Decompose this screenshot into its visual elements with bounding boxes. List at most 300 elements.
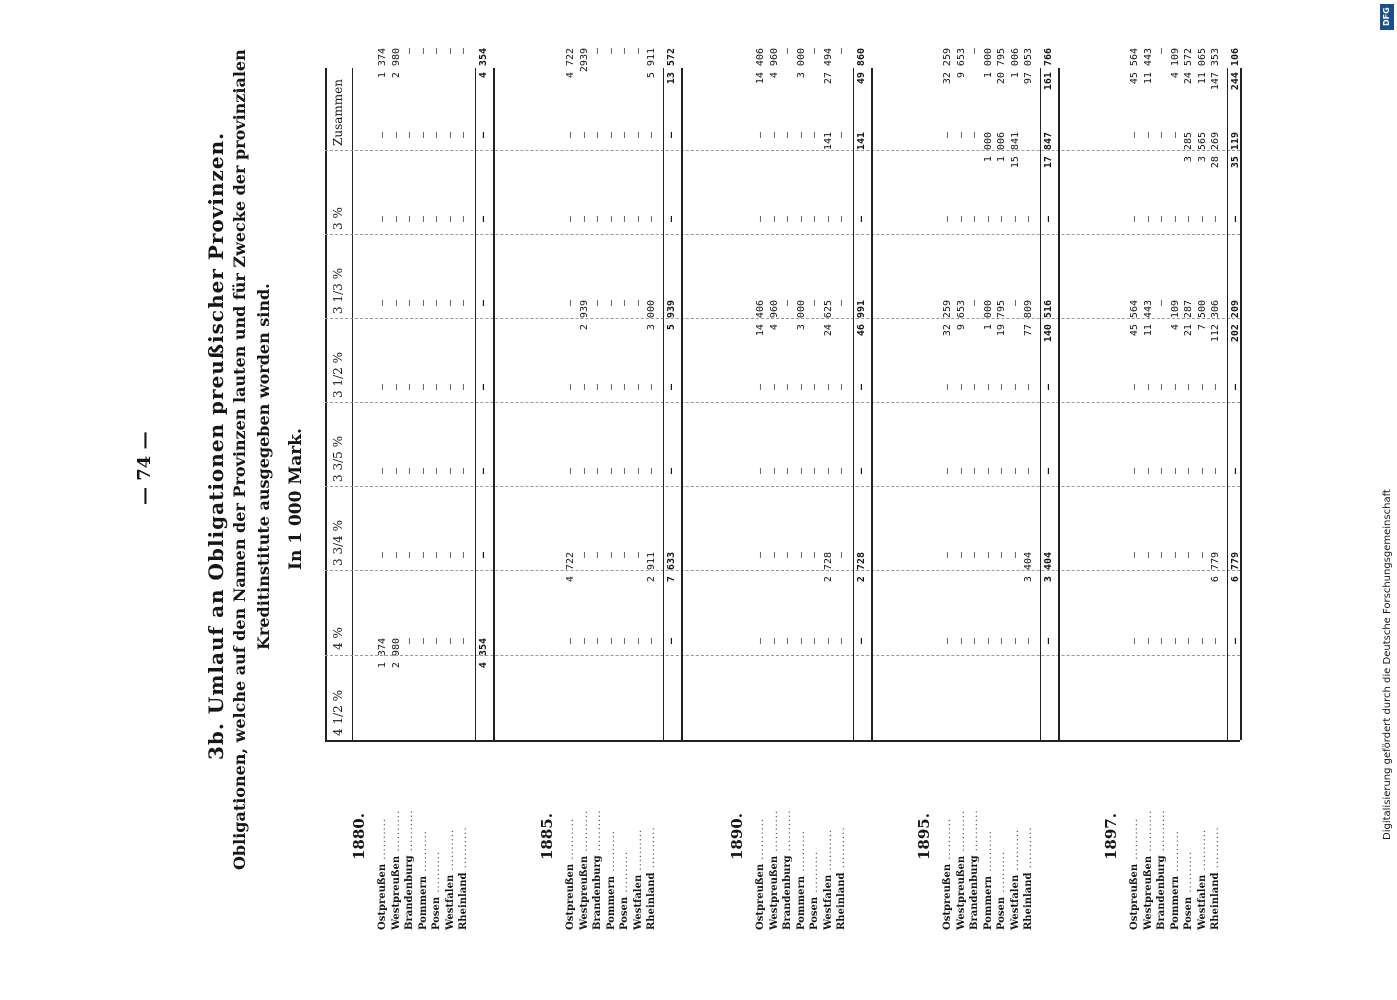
row-label [419,830,429,930]
dfg-logo: DFG [1380,4,1394,30]
table-cell: — [809,468,820,475]
row-label [1130,818,1140,930]
table-cell: 3 000 [646,300,657,331]
table-cell: — [404,384,415,391]
leader-dots: .......... [578,809,590,856]
table-cell: — [565,132,576,139]
table-cell: — [1156,48,1167,55]
row-label [1144,810,1154,930]
total-rule [853,68,854,740]
table-cell: — [768,638,780,645]
row-label [824,829,834,930]
table-cell: — [822,216,834,223]
table-cell: — [458,638,469,645]
column-header: 4 1/2 % [331,690,345,736]
total-cell: 7 633 [665,552,677,583]
total-cell: 4 354 [477,48,489,79]
leader-dots: .......... [404,809,415,856]
leader-dots: .......... [1009,828,1021,875]
table-cell: — [458,216,469,223]
table-cell: 19 795 [996,300,1007,337]
table-cell: — [996,468,1007,475]
total-cell: — [477,216,489,223]
table-cell: 32 259 [942,300,953,337]
table-cell: — [1156,468,1167,475]
table-cell: — [444,552,456,559]
total-cell: 140 516 [1042,300,1054,343]
table-cell: — [619,132,630,139]
table-cell: — [605,638,617,645]
row-label-text: Westfalen [444,874,456,930]
row-label-text: Posen [431,896,442,930]
table-cell: — [782,132,793,139]
table-cell: — [955,132,967,139]
table-cell: — [836,552,847,559]
table-cell: — [431,300,442,307]
table-cell: — [1009,552,1021,559]
table-cell: 3 565 [1196,132,1208,163]
leader-dots: .......... [996,850,1007,897]
total-cell: 161 766 [1042,48,1054,91]
table-cell: — [1023,384,1034,391]
unit-label: In 1 000 Mark. [286,428,306,570]
leader-dots: .......... [822,828,834,875]
total-cell: — [1229,468,1241,475]
table-cell: 24 572 [1183,48,1194,85]
table-cell: — [444,300,456,307]
table-cell: — [646,638,657,645]
table-cell: — [390,384,402,391]
table-cell: — [632,384,644,391]
row-label-text: Posen [809,896,820,930]
table-cell: 15 841 [1009,132,1021,169]
table-cell: — [605,300,617,307]
column-header: Zusammen [331,79,345,146]
table-cell: 97 053 [1023,48,1034,85]
table-cell: — [822,384,834,391]
row-label-text: Ostpreußen [565,863,576,930]
table-cell: — [755,638,766,645]
page-number: — 74 — [134,431,155,505]
table-cell: — [646,216,657,223]
table-cell: — [605,132,617,139]
leader-dots: .......... [942,817,953,864]
total-cell: 46 991 [855,300,867,337]
table-cell: — [404,552,415,559]
leader-dots: .......... [646,826,657,873]
table-cell: — [768,132,780,139]
table-cell: — [632,216,644,223]
table-cell: 24 625 [822,300,834,337]
row-label-text: Pommern [417,876,429,930]
table-cell: — [404,638,415,645]
table-cell: — [942,552,953,559]
table-cell: — [969,216,980,223]
table-cell: — [578,552,590,559]
total-cell: 244 106 [1229,48,1241,91]
table-cell: — [809,638,820,645]
table-cell: — [1129,468,1140,475]
table-cell: — [1142,468,1154,475]
table-cell: — [996,552,1007,559]
row-label-text: Pommern [982,876,994,930]
table-cell: — [955,384,967,391]
table-cell: — [632,132,644,139]
total-cell: — [1042,216,1054,223]
table-cell: — [390,468,402,475]
table-cell: 1 000 [982,132,994,163]
table-cell: — [1142,216,1154,223]
table-cell: — [1129,384,1140,391]
table-cell: — [969,468,980,475]
row-label [566,818,576,930]
table-cell: — [377,300,388,307]
credit-line: Digitalisierung gefördert durch die Deutsche Forschungsgemeinschaft [1382,489,1393,840]
table-cell: — [458,300,469,307]
row-label-text: Westpreußen [390,855,402,930]
table-cell: — [377,132,388,139]
table-cell: — [955,552,967,559]
column-header: 3 1/3 % [331,268,345,314]
table-cell: — [1156,638,1167,645]
table-cell: — [1169,638,1181,645]
row-label-text: Westfalen [632,874,644,930]
table-left-rule [325,740,1240,742]
table-cell: — [1129,216,1140,223]
row-label-text: Ostpreußen [942,863,953,930]
table-cell: — [646,384,657,391]
table-cell: — [619,48,630,55]
table-cell: 14 406 [755,48,766,85]
table-cell: — [969,48,980,55]
table-cell: — [404,216,415,223]
table-cell: — [755,468,766,475]
leader-dots: .......... [782,809,793,856]
table-cell: 1 006 [996,132,1007,163]
table-cell: — [1023,468,1034,475]
total-cell: 141 [855,132,867,151]
column-header: 4 % [331,627,345,650]
table-cell: — [836,216,847,223]
section-year: 1895. [915,813,933,860]
table-cell: 14 406 [755,300,766,337]
table-cell: 2 939 [578,300,590,331]
total-rule [475,68,476,740]
table-cell: — [1183,468,1194,475]
table-cell: 5 911 [646,48,657,79]
section-rule [1058,68,1060,740]
table-cell: — [431,48,442,55]
table-cell: — [444,384,456,391]
table-cell: — [578,132,590,139]
table-cell: — [836,384,847,391]
header-rule [352,68,353,740]
table-cell: — [404,48,415,55]
leader-dots: .......... [377,817,388,864]
total-cell: — [1229,638,1241,645]
row-label [756,818,766,930]
table-cell: — [431,216,442,223]
table-cell: — [795,638,807,645]
table-cell: — [782,638,793,645]
row-label [837,826,847,930]
table-cell: — [592,48,603,55]
table-cell: — [404,132,415,139]
table-cell: 4 109 [1169,48,1181,79]
table-cell: — [996,384,1007,391]
row-label-text: Westpreußen [578,855,590,930]
row-label [783,809,793,930]
row-label-text: Rheinland [1210,872,1221,930]
table-cell: — [592,300,603,307]
row-label-text: Rheinland [646,872,657,930]
leader-dots: .......... [632,828,644,875]
table-cell: — [605,48,617,55]
table-cell: — [768,384,780,391]
total-cell: — [477,468,489,475]
row-label [997,851,1007,930]
leader-dots: .......... [619,850,630,897]
row-label-text: Posen [1183,896,1194,930]
row-label-text: Ostpreußen [1129,863,1140,930]
table-cell: — [1196,384,1208,391]
row-label [620,851,630,930]
row-label-text: Brandenburg [969,855,980,930]
table-cell: — [1129,638,1140,645]
section-year: 1880. [350,813,368,860]
total-cell: — [665,132,677,139]
leader-dots: .......... [982,830,994,877]
leader-dots: .......... [809,850,820,897]
table-cell: — [1169,216,1181,223]
table-cell: — [955,216,967,223]
table-cell: — [417,216,429,223]
row-label [459,826,469,930]
table-cell: — [1210,468,1221,475]
row-label-text: Ostpreußen [377,863,388,930]
row-label [392,810,402,930]
section-rule [493,68,495,740]
table-cell: — [782,384,793,391]
table-cell: 3 000 [795,48,807,79]
table-cell: — [444,468,456,475]
table-cell: — [592,384,603,391]
table-cell: — [836,132,847,139]
table-cell: — [795,468,807,475]
table-top-rule [325,68,327,740]
table-cell: — [417,638,429,645]
table-cell: — [782,300,793,307]
table-cell: — [1129,132,1140,139]
table-cell: — [1142,132,1154,139]
table-cell: — [390,552,402,559]
table-cell: — [444,216,456,223]
table-cell: — [1183,552,1194,559]
total-cell: 3 404 [1042,552,1054,583]
table-cell: 20 795 [996,48,1007,85]
table-cell: — [809,384,820,391]
table-cell: — [619,384,630,391]
row-label [1171,830,1181,930]
row-label-text: Westpreußen [768,855,780,930]
table-cell: — [969,638,980,645]
table-cell: — [632,638,644,645]
table-cell: — [1009,384,1021,391]
table-cell: — [1169,552,1181,559]
row-label [810,851,820,930]
table-cell: 11 065 [1196,48,1208,85]
table-cell: 1 000 [982,48,994,79]
table-cell: — [565,216,576,223]
table-cell: — [605,468,617,475]
table-cell: — [982,638,994,645]
column-header: 3 3/5 % [331,436,345,482]
table-cell: 7 500 [1196,300,1208,331]
total-cell: 4 354 [477,638,489,669]
total-cell: — [477,132,489,139]
table-cell: — [768,468,780,475]
column-header: 3 % [331,207,345,230]
total-cell: — [1042,468,1054,475]
row-label [1157,809,1167,930]
row-label [593,809,603,930]
total-cell: — [855,216,867,223]
table-cell: 28 269 [1210,132,1221,169]
table-cell: — [955,468,967,475]
table-cell: — [619,552,630,559]
total-cell: 202 209 [1229,300,1241,343]
table-cell: — [1156,384,1167,391]
leader-dots: .......... [605,830,617,877]
table-cell: — [1183,638,1194,645]
total-cell: — [665,638,677,645]
table-cell: — [955,638,967,645]
table-cell: — [795,384,807,391]
table-cell: — [605,552,617,559]
row-label-text: Rheinland [1023,872,1034,930]
table-cell: — [1169,468,1181,475]
table-cell: — [417,132,429,139]
table-cell: 4 109 [1169,300,1181,331]
section-year: 1897. [1102,813,1120,860]
table-cell: — [592,468,603,475]
row-label [957,810,967,930]
table-cell: — [592,552,603,559]
table-cell: — [782,468,793,475]
table-cell: 2 911 [646,552,657,583]
table-cell: — [809,132,820,139]
leader-dots: .......... [969,809,980,856]
row-label-text: Pommern [605,876,617,930]
table-cell: 4 960 [768,300,780,331]
table-cell: — [619,468,630,475]
table-cell: — [1210,216,1221,223]
table-cell: — [417,300,429,307]
total-cell: — [855,468,867,475]
leader-dots: .......... [1156,809,1167,856]
row-label-text: Westpreußen [955,855,967,930]
leader-dots: .......... [755,817,766,864]
subtitle-line-2: Kreditinstitute ausgegeben worden sind. [254,283,273,650]
table-cell: — [836,300,847,307]
row-label-text: Brandenburg [592,855,603,930]
table-cell: — [431,132,442,139]
row-label-text: Westpreußen [1142,855,1154,930]
table-cell: — [458,48,469,55]
row-label [1184,851,1194,930]
row-label-text: Ostpreußen [755,863,766,930]
section-year: 1885. [538,813,556,860]
table-cell: — [809,300,820,307]
table-cell: — [942,638,953,645]
leader-dots: .......... [836,826,847,873]
table-cell: — [795,552,807,559]
table-cell: — [1009,468,1021,475]
leader-dots: .......... [1023,826,1034,873]
table-cell: — [836,468,847,475]
table-cell: — [444,48,456,55]
table-cell: — [982,216,994,223]
table-cell: — [809,552,820,559]
table-cell: 1 374 [377,638,388,669]
table-cell: — [782,552,793,559]
table-cell: — [1009,638,1021,645]
row-label-text: Brandenburg [1156,855,1167,930]
table-cell: — [377,384,388,391]
table-cell: — [942,384,953,391]
table-cell: 147 353 [1210,48,1221,91]
table-cell: — [390,132,402,139]
table-cell: 1 006 [1009,48,1021,79]
column-header: 3 3/4 % [331,520,345,566]
table-cell: — [431,552,442,559]
table-cell: — [755,216,766,223]
leader-dots: .......... [444,828,456,875]
table-cell: 11 443 [1142,48,1154,85]
row-label [634,829,644,930]
table-cell: — [1183,384,1194,391]
leader-dots: .......... [458,826,469,873]
row-label [446,829,456,930]
table-cell: — [404,300,415,307]
table-cell: — [768,552,780,559]
leader-dots: .......... [1196,828,1208,875]
total-cell: 5 939 [665,300,677,331]
total-rule [1227,68,1228,740]
table-cell: — [982,468,994,475]
row-label [984,830,994,930]
table-cell: — [390,216,402,223]
table-cell: — [942,468,953,475]
table-cell: — [417,48,429,55]
row-label-text: Posen [619,896,630,930]
table-cell: — [565,638,576,645]
table-cell: — [809,216,820,223]
table-cell: — [417,468,429,475]
leader-dots: .......... [390,809,402,856]
total-cell: — [1042,638,1054,645]
table-cell: — [1142,552,1154,559]
table-cell: 45 564 [1129,300,1140,337]
table-cell: 9 653 [955,48,967,79]
table-cell: — [565,384,576,391]
leader-dots: .......... [1183,850,1194,897]
table-cell: 1 000 [982,300,994,331]
total-cell: — [477,552,489,559]
row-label [1211,826,1221,930]
column-header: 3 1/2 % [331,352,345,398]
leader-dots: .......... [592,809,603,856]
